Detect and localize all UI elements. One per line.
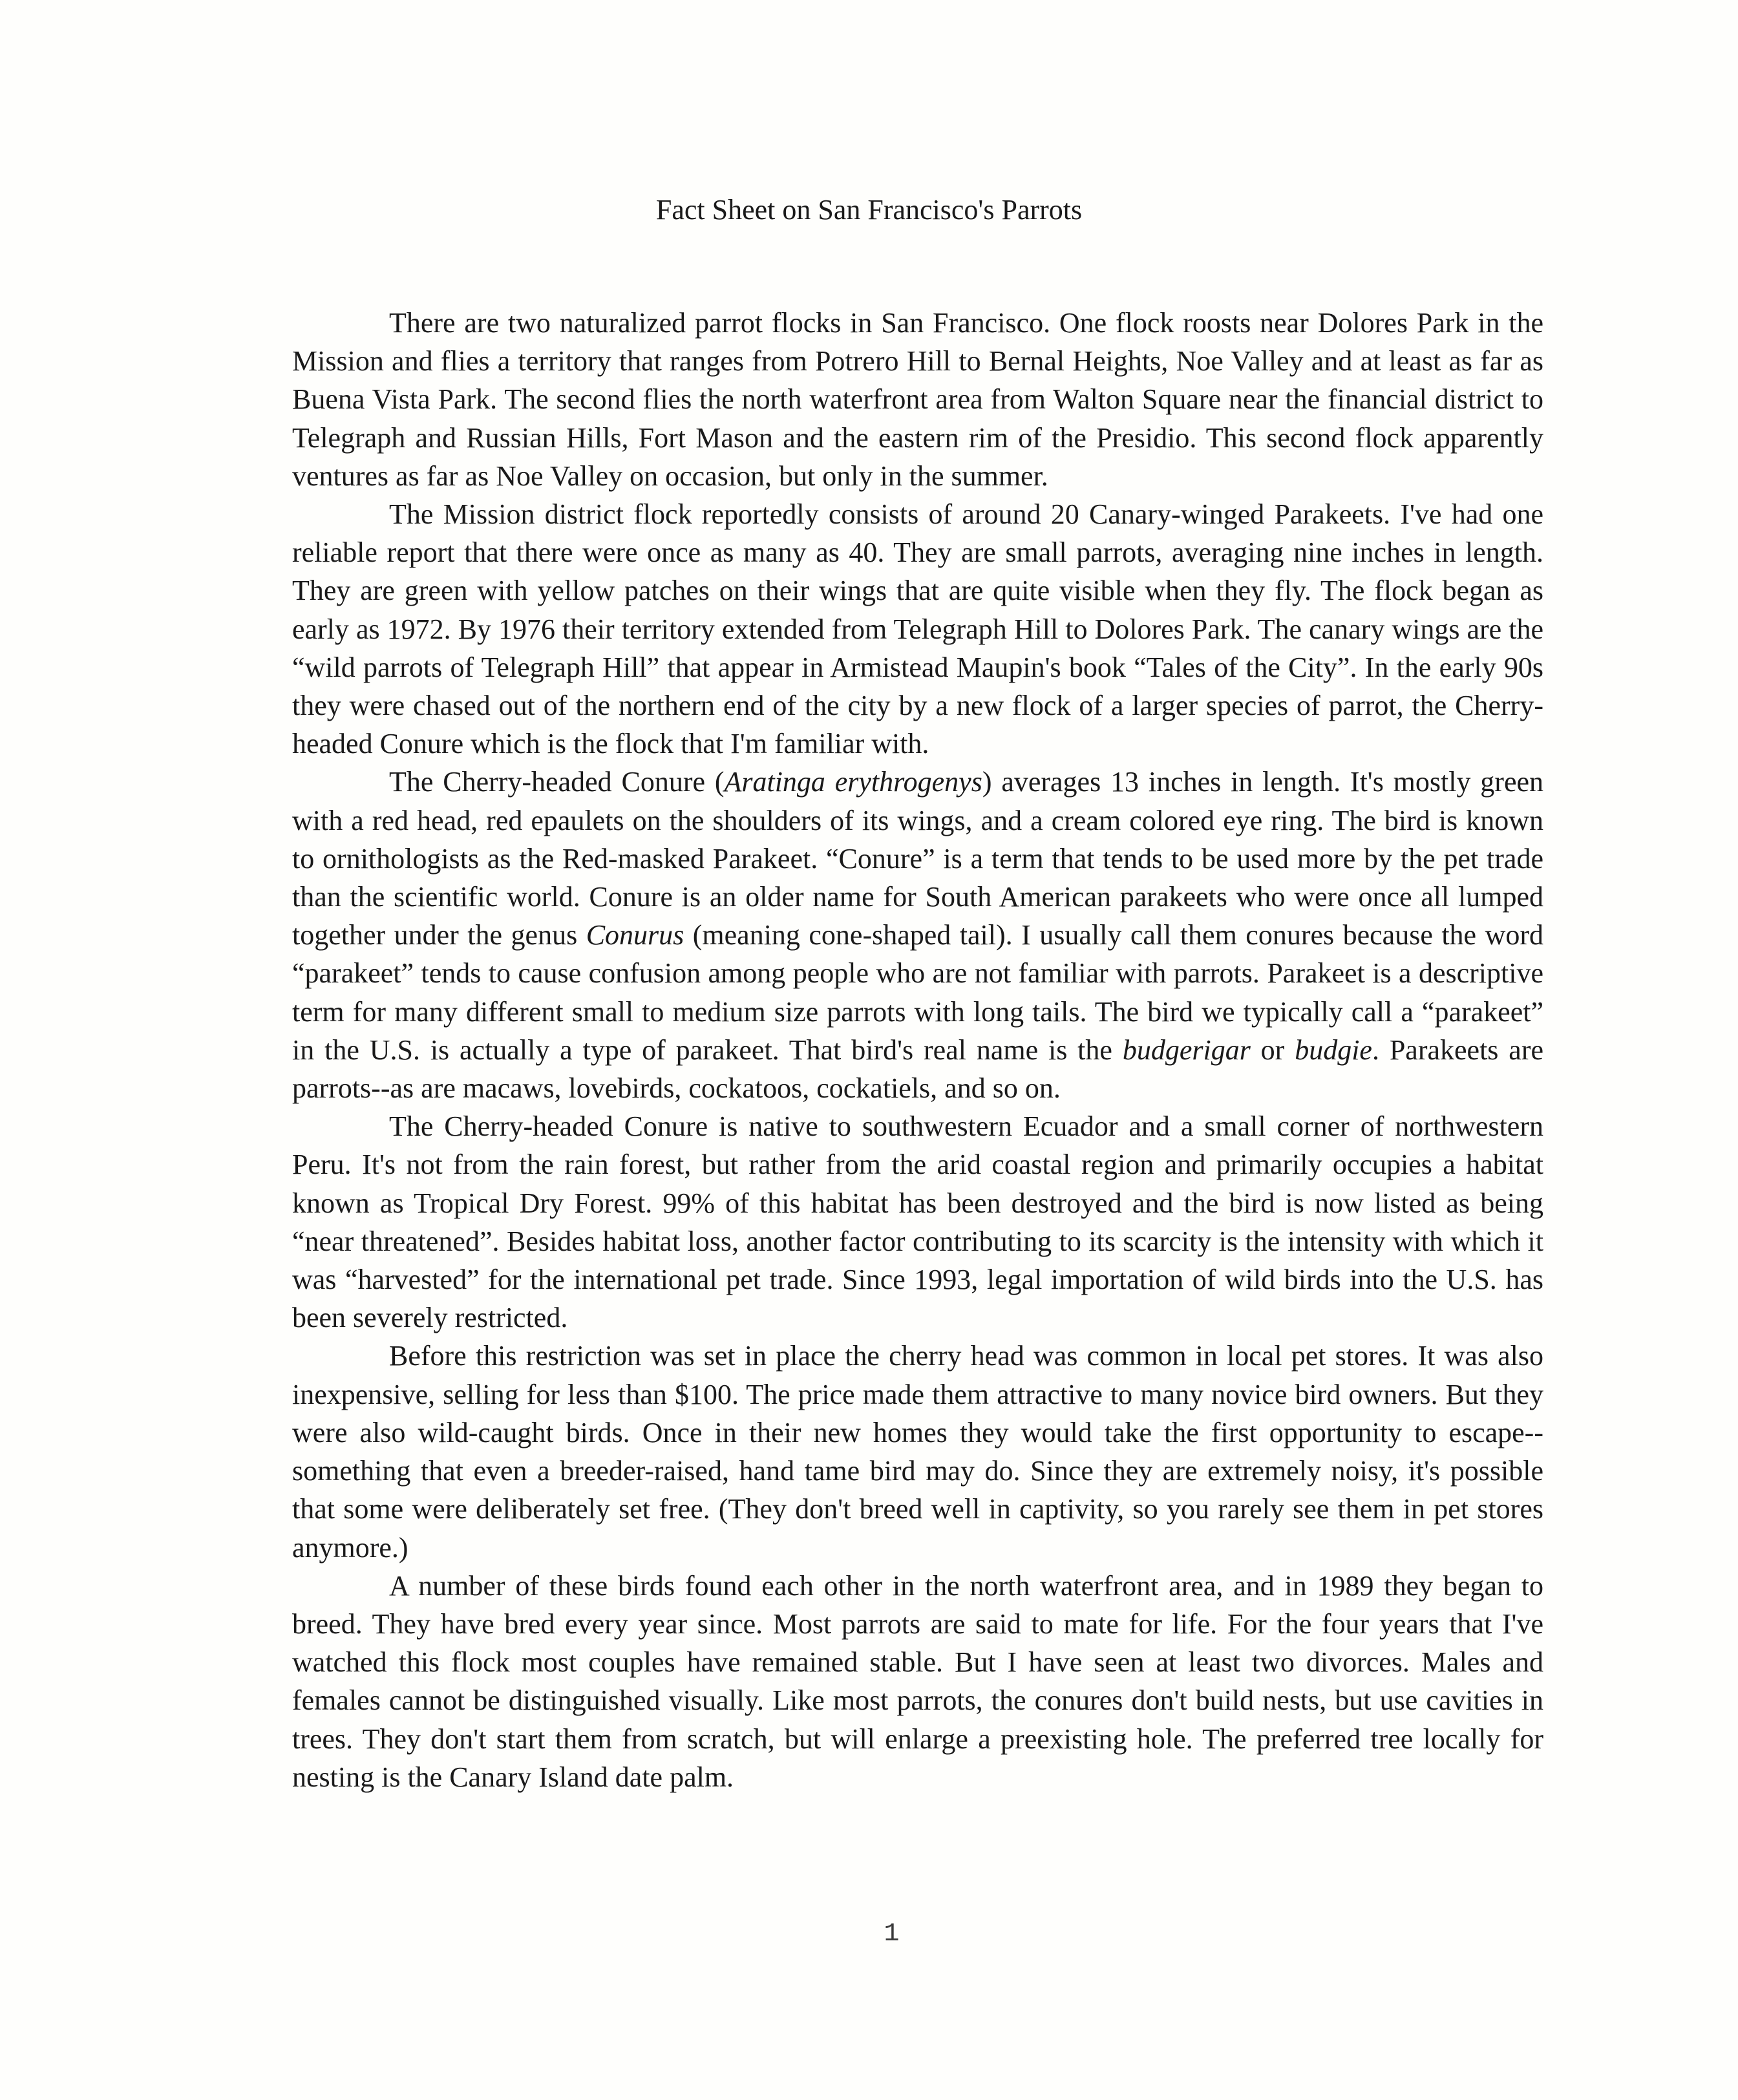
paragraph-2 [292,495,1543,763]
paragraph-3 [292,763,1543,1107]
paragraph-5 [292,1337,1543,1566]
paragraph-text: (meaning cone-shaped tail). I usually call them conures because the word “parakeet” tends to cause confusion among people who are not familiar with parrots. Parakeet is a descriptive term for many different small to medium size parrots with long tails. The bird we typically call a “parakeet” in the U.S. is actually a type of parakeet. That bird's real name is the [292,919,1544,1066]
paragraph-4 [292,1107,1543,1337]
paragraph-text: Before this restriction was set in place the cherry head was common in local pet stores. It was also inexpensive, selling for less than $100. The price made them attractive to many novice bird owners. But they were also wild-caught birds. Once in their new homes they would take the first opportunity to escape--something that even a breeder-raised, hand tame bird may do. Since they are extremely noisy, it's possible that some were deliberately set free. (They don't breed well in captivity, so you rarely see them in pet stores anymore.) [292,1340,1543,1564]
italic-term: Aratinga erythrogenys [724,766,982,798]
paragraph-text: or [1250,1034,1295,1066]
italic-term: Conurus [586,919,684,951]
paragraph-text: The Cherry-headed Conure is native to southwestern Ecuador and a small corner of northwestern Peru. It's not from the rain forest, but rather from the arid coastal region and primarily occupies a habitat known as Tropical Dry Forest. 99% of this habitat has been destroyed and the bird is now listed as being “near threatened”. Besides habitat loss, another factor contributing to its scarcity is the intensity with which it was “harvested” for the international pet trade. Since 1993, legal importation of wild birds into the U.S. has been severely restricted. [292,1110,1543,1334]
paragraph-text: There are two naturalized parrot flocks in San Francisco. One flock roosts near Dolores Park in the Mission and flies a territory that ranges from Potrero Hill to Bernal Heights, Noe Valley and at least as far as Buena Vista Park. The second flies the north waterfront area from Walton Square near the financial district to Telegraph and Russian Hills, Fort Mason and the eastern rim of the Presidio. This second flock apparently ventures as far as Noe Valley on occasion, but only in the summer. [292,307,1543,492]
document-body [292,304,1543,1796]
paragraph-text: The Mission district flock reportedly consists of around 20 Canary-winged Parakeets. I've had one reliable report that there were once as many as 40. They are small parrots, averaging nine inches in length. They are green with yellow patches on their wings that are quite visible when they fly. The flock began as early as 1972. By 1976 their territory extended from Telegraph Hill to Dolores Park. The canary wings are the “wild parrots of Telegraph Hill” that appear in Armistead Maupin's book “Tales of the City”. In the early 90s they were chased out of the northern end of the city by a new flock of a larger species of parrot, the Cherry-headed Conure which is the flock that I'm familiar with. [292,498,1543,760]
paragraph-text: . Parakeets are parrots--as are macaws, lovebirds, cockatoos, cockatiels, and so on. [292,1034,1543,1105]
page-number: 1 [884,1920,900,1949]
italic-term: budgie [1295,1034,1372,1066]
italic-term: budgerigar [1122,1034,1251,1066]
paragraph-text: The Cherry-headed Conure ( [389,766,725,798]
paragraph-1 [292,304,1543,495]
paragraph-text: A number of these birds found each other in the north waterfront area, and in 1989 they began to breed. They have bred every year since. Most parrots are said to mate for life. For the four years that I've watched this flock most couples have remained stable. But I have seen at least two divorces. Males and females cannot be distinguished visually. Like most parrots, the conures don't build nests, but use cavities in trees. They don't start them from scratch, but will enlarge a preexisting hole. The preferred tree locally for nesting is the Canary Island date palm. [292,1569,1543,1793]
document-title: Fact Sheet on San Francisco's Parrots [655,194,1083,226]
paragraph-text: ) averages 13 inches in length. It's mostly green with a red head, red epaulets on the shoulders of its wings, and a cream colored eye ring. The bird is known to ornithologists as the Red-masked Parakeet. “Conure” is a term that tends to be used more by the pet trade than the scientific world. Conure is an older name for South American parakeets who were once all lumped together under the genus [292,766,1544,951]
paragraph-6 [292,1567,1543,1796]
